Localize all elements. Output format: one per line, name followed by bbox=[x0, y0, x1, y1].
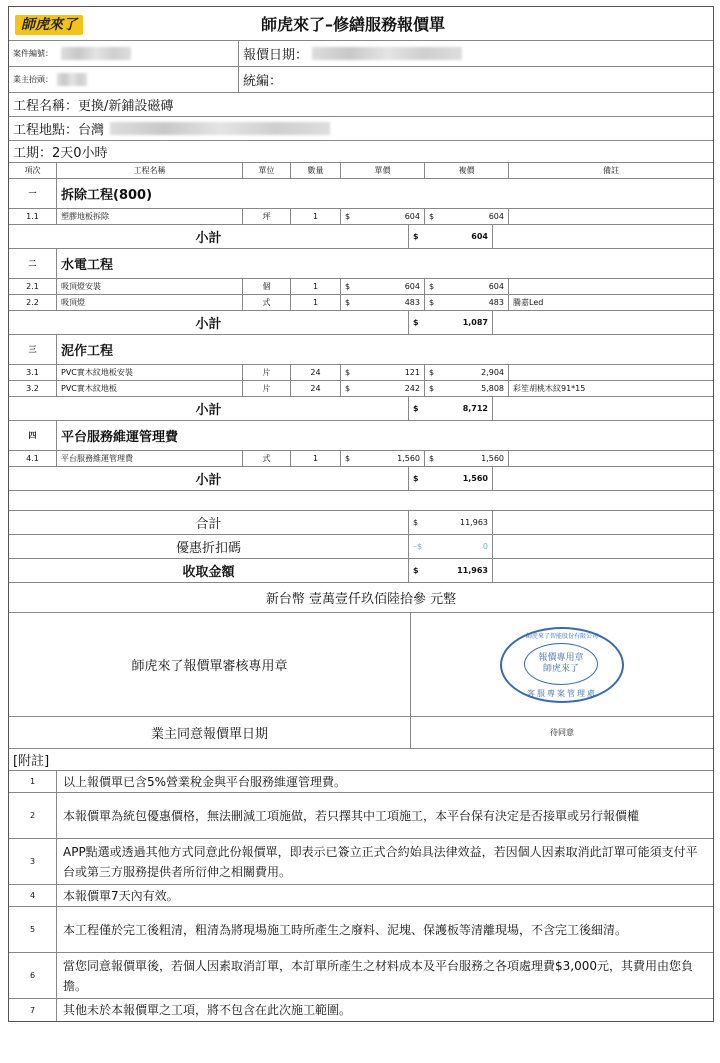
col-item-no: 項次 bbox=[9, 163, 57, 178]
col-qty: 數量 bbox=[291, 163, 341, 178]
item-qty: 24 bbox=[291, 365, 341, 380]
agree-date-row bbox=[9, 717, 713, 749]
subtotal-amount: $ 8,712 bbox=[409, 397, 493, 420]
notes-title: [附註] bbox=[13, 754, 50, 769]
note-text: 以上報價單已含5%營業稅金與平台服務維運管理費。 bbox=[63, 774, 347, 789]
total-amount: $ 11,963 bbox=[409, 511, 493, 534]
project-period-row bbox=[9, 141, 713, 163]
discount-label: 優惠折扣碼 bbox=[9, 535, 409, 558]
subtotal-label: 小計 bbox=[9, 397, 409, 420]
project-address-row bbox=[9, 117, 713, 141]
notes-title-row bbox=[9, 749, 713, 771]
total-row bbox=[9, 511, 713, 535]
subtotal-label: 小計 bbox=[9, 467, 409, 490]
stamp-row bbox=[9, 613, 713, 717]
item-note bbox=[509, 365, 713, 380]
item-unit: 式 bbox=[243, 451, 291, 466]
section-title: 平台服務維運管理費 bbox=[61, 430, 179, 445]
page-title: 師虎來了–修繕服務報價單 bbox=[260, 15, 445, 34]
table-header bbox=[9, 163, 713, 179]
subtotal-amount: $ 604 bbox=[409, 225, 493, 248]
tax-id-label: 統編： bbox=[243, 74, 283, 89]
section-header bbox=[9, 179, 713, 209]
final-row bbox=[9, 559, 713, 583]
item-price: $ 1,560 bbox=[341, 451, 425, 466]
table-row bbox=[9, 365, 713, 381]
section-title: 拆除工程(800) bbox=[61, 188, 153, 203]
item-price: $ 604 bbox=[341, 209, 425, 224]
note-number: 4 bbox=[9, 885, 57, 906]
item-price: $ 242 bbox=[341, 381, 425, 396]
spacer-row bbox=[9, 491, 713, 511]
project-period: 工期：2天0小時 bbox=[13, 146, 108, 161]
item-price: $ 604 bbox=[341, 279, 425, 294]
item-unit: 個 bbox=[243, 279, 291, 294]
table-row bbox=[9, 451, 713, 467]
quotation-sheet bbox=[8, 6, 714, 1022]
note-row bbox=[9, 771, 713, 793]
subtotal-row bbox=[9, 225, 713, 249]
redacted-quote-date bbox=[312, 47, 462, 60]
note-text: 其他未於本報價單之工項，將不包含在此次施工範圍。 bbox=[63, 1003, 352, 1017]
note-row bbox=[9, 907, 713, 953]
note-number: 1 bbox=[9, 771, 57, 792]
amount-in-words: 新台幣 壹萬壹仟玖佰陸拾參 元整 bbox=[265, 592, 457, 607]
agree-date-label: 業主同意報價單日期 bbox=[9, 717, 411, 748]
total-label: 合計 bbox=[9, 511, 409, 534]
subtotal-amount: $ 1,560 bbox=[409, 467, 493, 490]
subtotal-row bbox=[9, 311, 713, 335]
item-qty: 1 bbox=[291, 451, 341, 466]
note-number: 6 bbox=[9, 953, 57, 998]
section-number: 二 bbox=[9, 249, 57, 278]
table-row bbox=[9, 279, 713, 295]
col-amount: 複價 bbox=[425, 163, 509, 178]
note-text: 本工程僅於完工後粗清，粗清為將現場施工時所產生之廢料、泥塊、保護板等清離現場，不含完工後細清。 bbox=[63, 922, 628, 937]
col-unit: 單位 bbox=[243, 163, 291, 178]
item-no: 2.2 bbox=[9, 295, 57, 310]
subtotal-amount: $ 1,087 bbox=[409, 311, 493, 334]
info-row-1 bbox=[9, 41, 713, 67]
section-header bbox=[9, 249, 713, 279]
item-amount: $ 604 bbox=[425, 279, 509, 294]
item-unit: 片 bbox=[243, 365, 291, 380]
subtotal-label: 小計 bbox=[9, 311, 409, 334]
item-no: 1.1 bbox=[9, 209, 57, 224]
seal-line-1: 報價專用章 bbox=[538, 652, 584, 663]
item-amount: $ 1,560 bbox=[425, 451, 509, 466]
note-row bbox=[9, 793, 713, 839]
table-row bbox=[9, 209, 713, 225]
section-header bbox=[9, 421, 713, 451]
item-no: 2.1 bbox=[9, 279, 57, 294]
seal-line-2: 師虎來了 bbox=[542, 663, 579, 674]
item-note bbox=[509, 279, 713, 294]
item-qty: 24 bbox=[291, 381, 341, 396]
note-row bbox=[9, 953, 713, 999]
project-name: 工程名稱：更換/新鋪設磁磚 bbox=[13, 99, 174, 114]
item-name: 塑膠地板拆除 bbox=[57, 209, 243, 224]
section-title: 水電工程 bbox=[61, 258, 114, 273]
quote-date-label: 報價日期： bbox=[243, 48, 309, 63]
note-row bbox=[9, 999, 713, 1021]
discount-row bbox=[9, 535, 713, 559]
note-text: 本報價單為統包優惠價格，無法刪減工項施做，若只擇其中工項施工，本平台保有決定是否接單或另行報價權 bbox=[63, 808, 640, 823]
item-no: 3.2 bbox=[9, 381, 57, 396]
item-name: PVC實木紋地板 bbox=[57, 381, 243, 396]
note-row bbox=[9, 839, 713, 885]
item-amount: $ 483 bbox=[425, 295, 509, 310]
seal-bottom-text: 客服專案管理處 bbox=[527, 688, 597, 698]
item-note bbox=[509, 451, 713, 466]
item-note: 騰嘉Led bbox=[513, 298, 544, 307]
item-name: 平台服務維運管理費 bbox=[57, 451, 243, 466]
redacted-address bbox=[110, 122, 330, 135]
info-row-2 bbox=[9, 67, 713, 93]
note-text: 當您同意報價單後，若個人因素取消訂單，本訂單所產生之材料成本及平台服務之各項處理費$3,000元，其費用由您負擔。 bbox=[63, 958, 693, 993]
brand-logo: 師虎來了 bbox=[15, 15, 83, 35]
item-unit: 片 bbox=[243, 381, 291, 396]
item-qty: 1 bbox=[291, 295, 341, 310]
final-label: 收取金額 bbox=[9, 559, 409, 582]
note-number: 3 bbox=[9, 839, 57, 884]
redacted-owner-name bbox=[57, 73, 87, 86]
col-remarks: 備註 bbox=[603, 166, 619, 175]
note-number: 7 bbox=[9, 999, 57, 1021]
item-note: 彩笙胡桃木紋91*15 bbox=[513, 384, 586, 393]
owner-label: 業主抬頭： bbox=[13, 75, 53, 84]
note-text: APP點選或透過其他方式同意此份報價單，即表示已簽立正式合約始具法律效益，若因個人因素取消此訂單可能須支付平台或第三方服務提供者所衍伸之相關費用。 bbox=[63, 844, 698, 879]
stamp-label: 師虎來了報價單審核專用章 bbox=[9, 613, 411, 716]
item-price: $ 121 bbox=[341, 365, 425, 380]
item-no: 3.1 bbox=[9, 365, 57, 380]
item-amount: $ 5,808 bbox=[425, 381, 509, 396]
note-number: 2 bbox=[9, 793, 57, 838]
item-price: $ 483 bbox=[341, 295, 425, 310]
note-number: 5 bbox=[9, 907, 57, 952]
section-number: 一 bbox=[9, 179, 57, 208]
seal-top-text: 師虎來了智能股份有限公司 bbox=[525, 632, 598, 640]
col-item-name: 工程名稱 bbox=[57, 163, 243, 178]
item-name: PVC實木紋地板安裝 bbox=[57, 365, 243, 380]
table-row bbox=[9, 381, 713, 397]
item-no: 4.1 bbox=[9, 451, 57, 466]
project-name-row bbox=[9, 93, 713, 117]
project-address-label: 工程地點：台灣 bbox=[13, 123, 105, 138]
note-text: 本報價單7天內有效。 bbox=[63, 888, 179, 903]
item-amount: $ 604 bbox=[425, 209, 509, 224]
discount-amount: –$ 0 bbox=[409, 535, 493, 558]
item-note bbox=[509, 209, 713, 224]
item-unit: 式 bbox=[243, 295, 291, 310]
agree-status: 待同意 bbox=[550, 728, 574, 737]
subtotal-label: 小計 bbox=[9, 225, 409, 248]
item-qty: 1 bbox=[291, 279, 341, 294]
item-amount: $ 2,904 bbox=[425, 365, 509, 380]
section-number: 三 bbox=[9, 335, 57, 364]
section-number: 四 bbox=[9, 421, 57, 450]
final-amount: $ 11,963 bbox=[409, 559, 493, 582]
subtotal-row bbox=[9, 467, 713, 491]
section-header bbox=[9, 335, 713, 365]
col-unit-price: 單價 bbox=[341, 163, 425, 178]
header-row bbox=[9, 7, 713, 41]
item-unit: 坪 bbox=[243, 209, 291, 224]
case-number-label: 案件編號： bbox=[13, 49, 53, 58]
redacted-case-number bbox=[61, 47, 131, 60]
section-title: 泥作工程 bbox=[61, 344, 114, 359]
item-name: 吸頂燈 bbox=[57, 295, 243, 310]
table-row bbox=[9, 295, 713, 311]
item-qty: 1 bbox=[291, 209, 341, 224]
item-name: 吸頂燈安裝 bbox=[57, 279, 243, 294]
stamp-cell bbox=[411, 613, 713, 716]
company-seal-icon bbox=[500, 627, 624, 703]
subtotal-row bbox=[9, 397, 713, 421]
amount-in-words-row bbox=[9, 583, 713, 613]
note-row bbox=[9, 885, 713, 907]
